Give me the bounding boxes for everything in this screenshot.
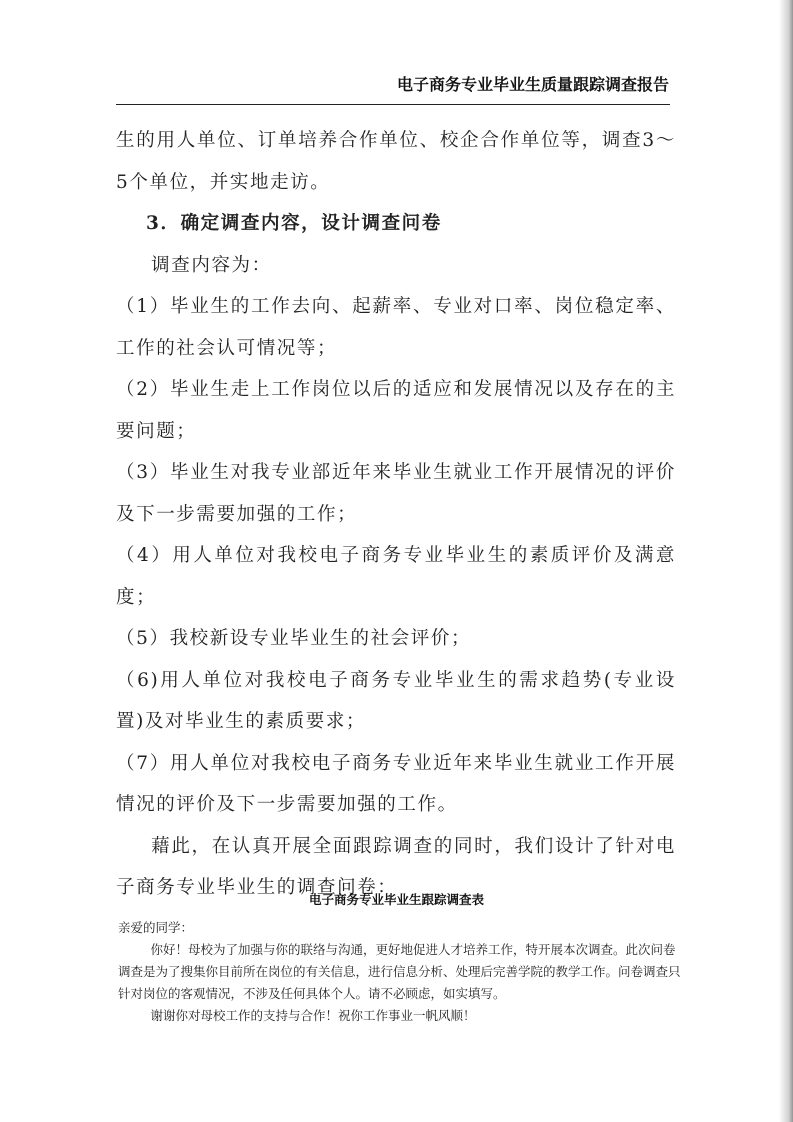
survey-thanks: 谢谢你对母校工作的支持与合作！祝你工作事业一帆风顺！ bbox=[150, 1008, 476, 1023]
section-heading: 3．确定调查内容，设计调查问卷 bbox=[146, 213, 442, 234]
list-item: （2）毕业生走上工作岗位以后的适应和发展情况以及存在的主要问题； bbox=[116, 379, 676, 442]
list-item: （6)用人单位对我校电子商务专业毕业生的需求趋势(专业设置)及对毕业生的素质要求； bbox=[116, 669, 676, 732]
list-item: （7）用人单位对我校电子商务专业近年来毕业生就业工作开展情况的评价及下一步需要加强的工作。 bbox=[116, 752, 676, 815]
header-rule bbox=[116, 104, 670, 105]
list-item: （1）毕业生的工作去向、起薪率、专业对口率、岗位稳定率、工作的社会认可情况等； bbox=[116, 296, 676, 359]
list-item: （4）用人单位对我校电子商务专业毕业生的素质评价及满意度； bbox=[116, 545, 676, 608]
survey-title: 电子商务专业毕业生跟踪调查表 bbox=[308, 892, 484, 907]
body-text bbox=[116, 120, 676, 909]
closing-paragraph: 藉此，在认真开展全面跟踪调查的同时，我们设计了针对电子商务专业毕业生的调查问卷： bbox=[116, 835, 676, 898]
survey-intro bbox=[118, 917, 684, 1027]
list-item: （5）我校新设专业毕业生的社会评价； bbox=[116, 628, 472, 649]
survey-greeting: 亲爱的同学： bbox=[118, 920, 194, 935]
scan-edge-shadow bbox=[779, 0, 793, 1122]
list-item: （3）毕业生对我专业部近年来毕业生就业工作开展情况的评价及下一步需要加强的工作； bbox=[116, 462, 676, 525]
paragraph-continuation: 生的用人单位、订单培养合作单位、校企合作单位等，调查3～5个单位，并实地走访。 bbox=[116, 130, 676, 193]
running-header-title: 电子商务专业毕业生质量跟踪调查报告 bbox=[396, 75, 669, 94]
intro-paragraph: 调查内容为： bbox=[151, 254, 272, 276]
survey-paragraph: 你好！母校为了加强与你的联络与沟通，更好地促进人才培养工作，特开展本次调查。此次问卷调查是为了搜集你目前所在岗位的有关信息，进行信息分析、处理后完善学院的教学工作。问卷调查只针对岗位的客观情况，不涉及任何具体个人。请不必顾虑，如实填写。 bbox=[118, 942, 681, 1001]
